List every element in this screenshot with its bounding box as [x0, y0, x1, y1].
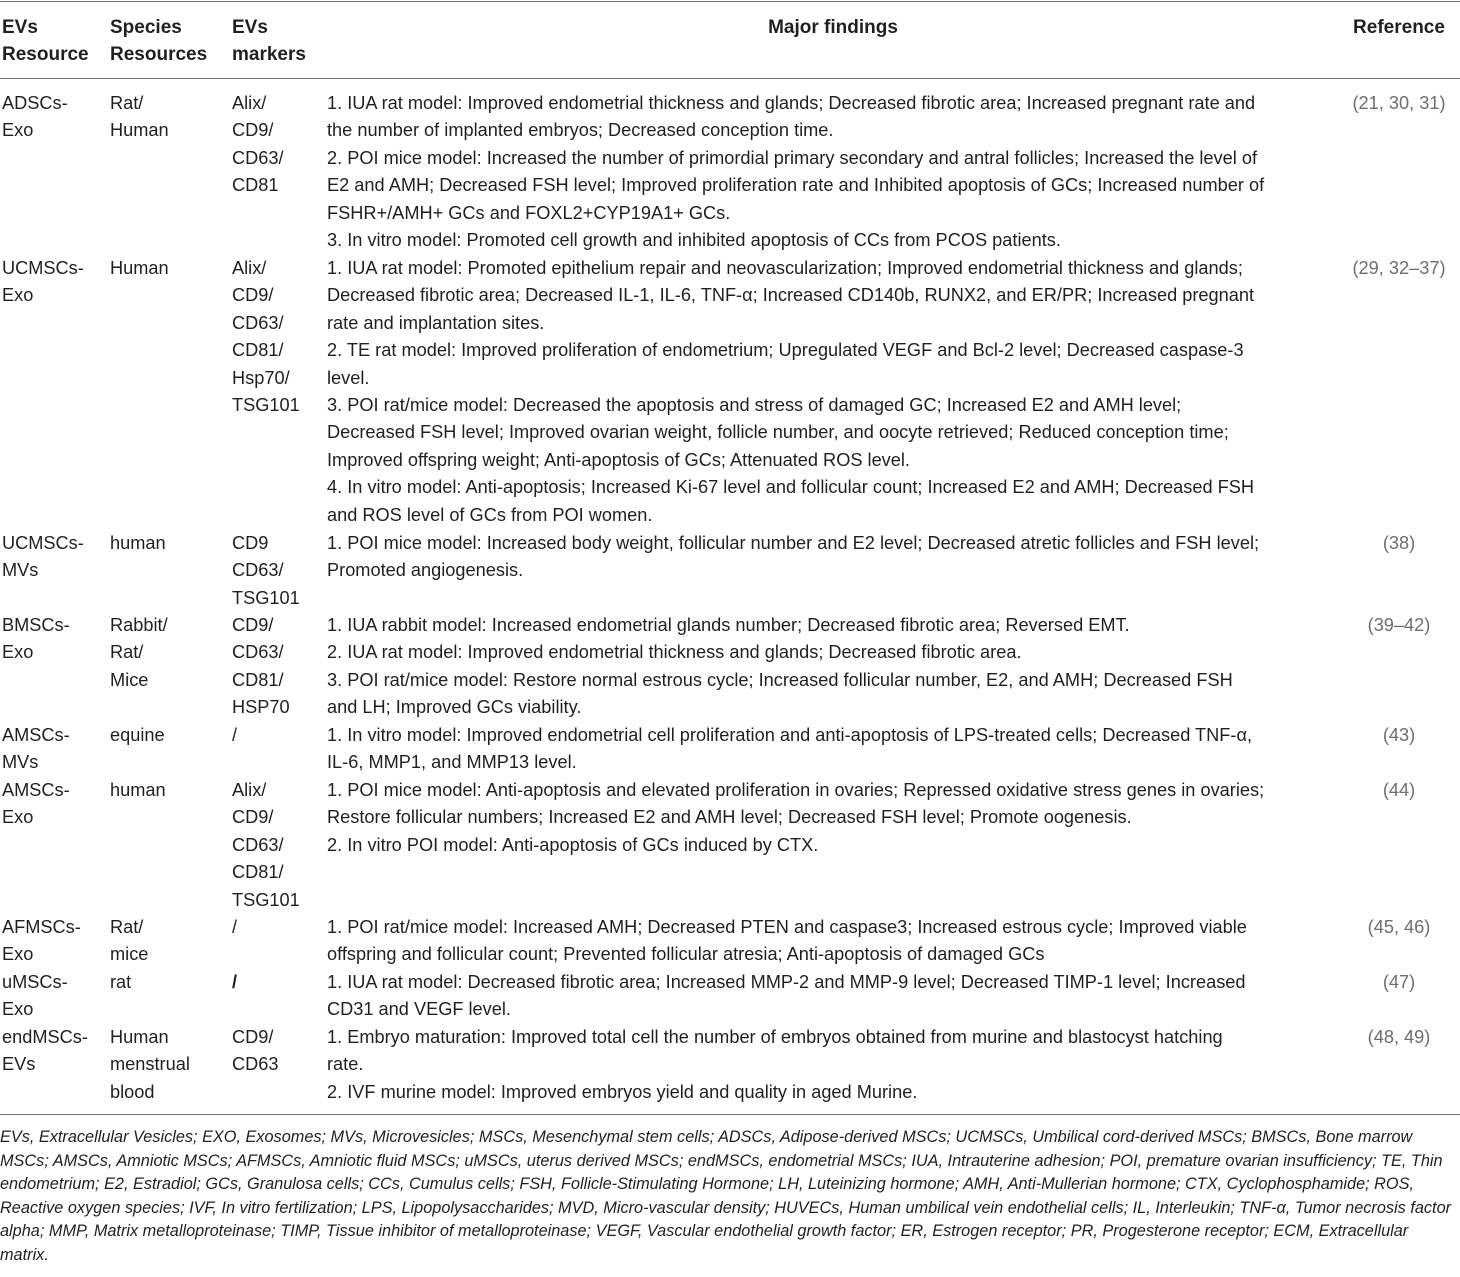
cell-markers: / [232, 725, 238, 745]
cell-resource: AMSCs- MVs [2, 725, 70, 773]
cell-species: human [110, 780, 166, 800]
cell-reference: (43) [1382, 725, 1416, 745]
cell-reference: (44) [1382, 780, 1416, 800]
cell-findings: 1. POI mice model: Increased body weight, follicular number and E2 level; Decreased atretic follicles and FSH level; Promoted angiogenesis. [327, 533, 1260, 581]
cell-markers: / [232, 972, 238, 992]
cell-findings: 1. IUA rat model: Promoted epithelium repair and neovascularization; Improved endometrial thickness and glands; Decreased fibrotic area; Decreased IL-1, IL-6, TNF-α; Increased CD140b, RUNX2, and ER/PR; Increased pregnant rate and implantation sites. 2. TE rat model: Improved proliferation of endometrium; Upregulated VEGF and Bcl-2 level; Decreased caspase-3 level. 3. POI rat/mice model: Decreased the apoptosis and stress of damaged GC; Increased E2 and AMH level; Decreased FSH level; Improved ovarian weight, follicle number, and oocyte retrieved; Reduced conception time; Improved offspring weight; Anti-apoptosis of GCs; Attenuated ROS level. 4. In vitro model: Anti-apoptosis; Increased Ki-67 level and follicular count; Increased E2 and AMH; Decreased FSH and ROS level of GCs from POI women. [327, 258, 1255, 525]
cell-reference: (39–42) [1367, 615, 1431, 635]
cell-reference: (21, 30, 31) [1352, 93, 1446, 113]
cell-findings: 1. POI mice model: Anti-apoptosis and elevated proliferation in ovaries; Repressed oxidative stress genes in ovaries; Restore follicular numbers; Increased E2 and AMH level; Decreased FSH level; Promote oogenesis. 2. In vitro POI model: Anti-apoptosis of GCs induced by CTX. [327, 780, 1265, 855]
cell-species: equine [110, 725, 165, 745]
cell-reference: (45, 46) [1367, 917, 1431, 937]
cell-reference: (38) [1382, 533, 1416, 553]
cell-reference: (47) [1382, 972, 1416, 992]
cell-markers: CD9/ CD63 [232, 1027, 279, 1075]
cell-findings: 1. IUA rabbit model: Increased endometrial glands number; Decreased fibrotic area; Reversed EMT. 2. IUA rat model: Improved endometrial thickness and glands; Decreased fibrotic area. 3. POI rat/mice model: Restore normal estrous cycle; Increased follicular number, E2, and AMH; Decreased FSH and LH; Improved GCs viability. [327, 615, 1233, 718]
cell-species: Rat/ mice [110, 917, 149, 965]
cell-markers: CD9 CD63/ TSG101 [232, 533, 300, 608]
cell-findings: 1. IUA rat model: Decreased fibrotic area; Increased MMP-2 and MMP-9 level; Decreased TIMP-1 level; Increased CD31 and VEGF level. [327, 972, 1246, 1020]
cell-species: rat [110, 972, 132, 992]
cell-species: Human menstrual blood [110, 1027, 190, 1102]
cell-species: Human [110, 258, 169, 278]
cell-species: human [110, 533, 166, 553]
top-rule [0, 1, 1460, 2]
cell-resource: AFMSCs- Exo [2, 917, 81, 965]
header-findings: Major findings [768, 17, 898, 38]
cell-markers: Alix/ CD9/ CD63/ CD81 [232, 93, 284, 196]
header-markers: EVs markers [232, 17, 306, 65]
header-ev-resource: EVs Resource [2, 17, 89, 65]
cell-findings: 1. Embryo maturation: Improved total cell the number of embryos obtained from murine and blastocyst hatching rate. 2. IVF murine model: Improved embryos yield and quality in aged Murine. [327, 1027, 1223, 1102]
cell-species: Rat/ Human [110, 93, 169, 141]
header-rule [0, 78, 1460, 79]
cell-markers: Alix/ CD9/ CD63/ CD81/ Hsp70/ TSG101 [232, 258, 300, 416]
cell-findings: 1. IUA rat model: Improved endometrial thickness and glands; Decreased fibrotic area; Increased pregnant rate and the number of implanted embryos; Decreased conception time. 2. POI mice model: Increased the number of primordial primary secondary and antral follicles; Increased the level of E2 and AMH; Decreased FSH level; Improved proliferation rate and Inhibited apoptosis of GCs; Increased number of FSHR+/AMH+ GCs and FOXL2+CYP19A1+ GCs. 3. In vitro model: Promoted cell growth and inhibited apoptosis of CCs from PCOS patients. [327, 93, 1265, 251]
cell-resource: ADSCs- Exo [2, 93, 68, 141]
cell-resource: BMSCs- Exo [2, 615, 70, 663]
bottom-rule [0, 1114, 1460, 1115]
header-species: Species Resources [110, 17, 208, 65]
cell-reference: (48, 49) [1367, 1027, 1431, 1047]
cell-findings: 1. In vitro model: Improved endometrial cell proliferation and anti-apoptosis of LPS-treated cells; Decreased TNF-α, IL-6, MMP1, and MMP13 level. [327, 725, 1253, 773]
cell-resource: uMSCs- Exo [2, 972, 68, 1020]
cell-resource: endMSCs- EVs [2, 1027, 88, 1075]
cell-reference: (29, 32–37) [1352, 258, 1446, 278]
cell-resource: UCMSCs- MVs [2, 533, 84, 581]
cell-resource: AMSCs- Exo [2, 780, 70, 828]
cell-resource: UCMSCs- Exo [2, 258, 84, 306]
cell-findings: 1. POI rat/mice model: Increased AMH; Decreased PTEN and caspase3; Increased estrous cycle; Improved viable offspring and follicular count; Prevented follicular atresia; Anti-apoptosis of damaged GCs [327, 917, 1247, 965]
cell-species: Rabbit/ Rat/ Mice [110, 615, 168, 690]
table-footnote: EVs, Extracellular Vesicles; EXO, Exosomes; MVs, Microvesicles; MSCs, Mesenchymal stem cells; ADSCs, Adipose-derived MSCs; UCMSCs, Umbilical cord-derived MSCs; BMSCs, Bone marrow MSCs; AMSCs, Amniotic MSCs; AFMSCs, Amniotic fluid MSCs; uMSCs, uterus derived MSCs; endMSCs, endometrial MSCs; IUA, Intrauterine adhesion; POI, premature ovarian insufficiency; TE, Thin endometrium; E2, Estradiol; GCs, Granulosa cells; CCs, Cumulus cells; FSH, Follicle-Stimulating Hormone; LH, Luteinizing hormone; AMH, Anti-Mullerian hormone; CTX, Cyclophosphamide; ROS, Reactive oxygen species; IVF, In vitro fertilization; LPS, Lipopolysaccharides; MVD, Micro-vascular density; HUVECs, Human umbilical vein endothelial cells; IL, Interleukin; TNF-α, Tumor necrosis factor alpha; MMP, Matrix metalloproteinase; TIMP, Tissue inhibitor of metalloproteinase; VEGF, Vascular endothelial growth factor; ER, Estrogen receptor; PR, Progesterone receptor; ECM, Extracellular matrix. [0, 1128, 1452, 1264]
cell-markers: Alix/ CD9/ CD63/ CD81/ TSG101 [232, 780, 300, 910]
cell-markers: CD9/ CD63/ CD81/ HSP70 [232, 615, 290, 718]
cell-markers: / [232, 917, 238, 937]
header-reference: Reference [1353, 17, 1445, 38]
